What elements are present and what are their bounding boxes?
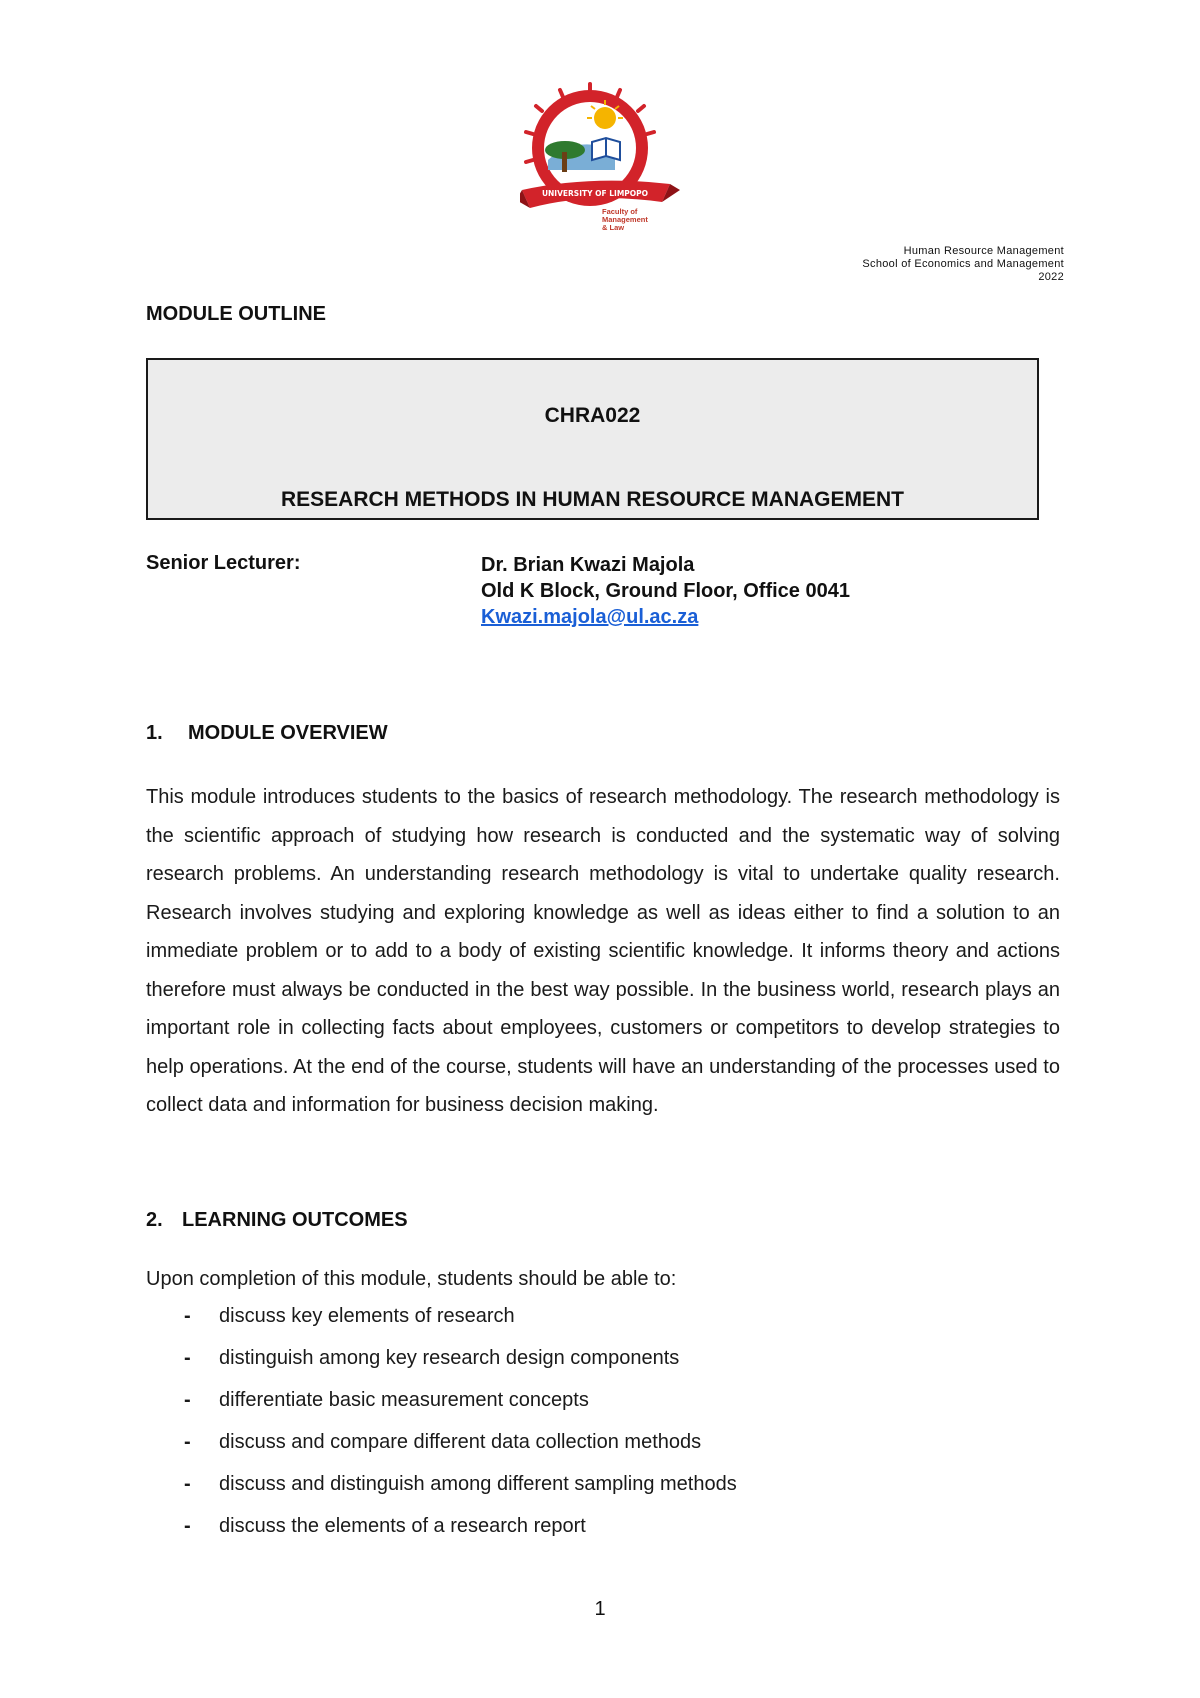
lecturer-details (481, 552, 850, 630)
course-code: CHRA022 (544, 404, 641, 427)
lecturer-name: Dr. Brian Kwazi Majola (481, 554, 695, 576)
module-overview-paragraph: This module introduces students to the basics of research methodology. The research methodology is the scientific approach of studying how research is conducted and the systematic way of solving research problems. An understanding research methodology is vital to undertake quality research. Research involves studying and exploring knowledge as well as ideas either to find a solution to an immediate problem or to add to a body of existing scientific knowledge. It informs theory and actions therefore must always be conducted in the best way possible. In the business world, research plays an important role in collecting facts about employees, customers or competitors to develop strategies to help operations. At the end of the course, students will have an understanding of the processes used to collect data and information for business decision making. (146, 786, 1060, 1116)
faculty-line: & Law (602, 223, 625, 232)
lecturer-office: Old K Block, Ground Floor, Office 0041 (481, 580, 850, 602)
bullet-dash: - (184, 1515, 191, 1537)
bullet-dash: - (184, 1305, 191, 1327)
list-item-text: discuss and distinguish among different sampling methods (219, 1473, 737, 1495)
list-item-text: distinguish among key research design components (219, 1347, 680, 1369)
header-department: Human Resource Management (903, 245, 1064, 257)
course-title: RESEARCH METHODS IN HUMAN RESOURCE MANAGEMENT (280, 488, 905, 511)
lecturer-label: Senior Lecturer: (146, 552, 301, 574)
bullet-dash: - (184, 1431, 191, 1453)
header-school: School of Economics and Management (862, 258, 1064, 270)
module-outline-heading: MODULE OUTLINE (146, 303, 326, 325)
list-item-text: discuss and compare different data collection methods (219, 1431, 702, 1453)
list-item-text: differentiate basic measurement concepts (219, 1389, 589, 1411)
header-year: 2022 (1038, 271, 1064, 283)
list-item-text: discuss the elements of a research report (219, 1515, 586, 1537)
course-title-box (146, 358, 1039, 520)
department-header (862, 245, 1064, 284)
section-title: LEARNING OUTCOMES (182, 1209, 408, 1231)
section-heading-module-overview (146, 722, 388, 745)
bullet-dash: - (184, 1347, 191, 1369)
section-title: MODULE OVERVIEW (188, 722, 388, 744)
bullet-dash: - (184, 1473, 191, 1495)
list-item-text: discuss key elements of research (219, 1305, 515, 1327)
bullet-dash: - (184, 1389, 191, 1411)
learning-outcomes-intro: Upon completion of this module, students should be able to: (146, 1268, 677, 1290)
faculty-line: Faculty of (602, 207, 638, 216)
lecturer-email-link[interactable]: Kwazi.majola@ul.ac.za (481, 606, 699, 628)
page-number: 1 (594, 1598, 606, 1620)
section-number: 2. (146, 1209, 163, 1231)
section-heading-learning-outcomes (146, 1209, 408, 1232)
faculty-line: Management (602, 215, 648, 224)
seal-banner-text: UNIVERSITY OF LIMPOPO (541, 189, 649, 198)
section-number: 1. (146, 722, 163, 744)
faculty-label (602, 208, 672, 232)
